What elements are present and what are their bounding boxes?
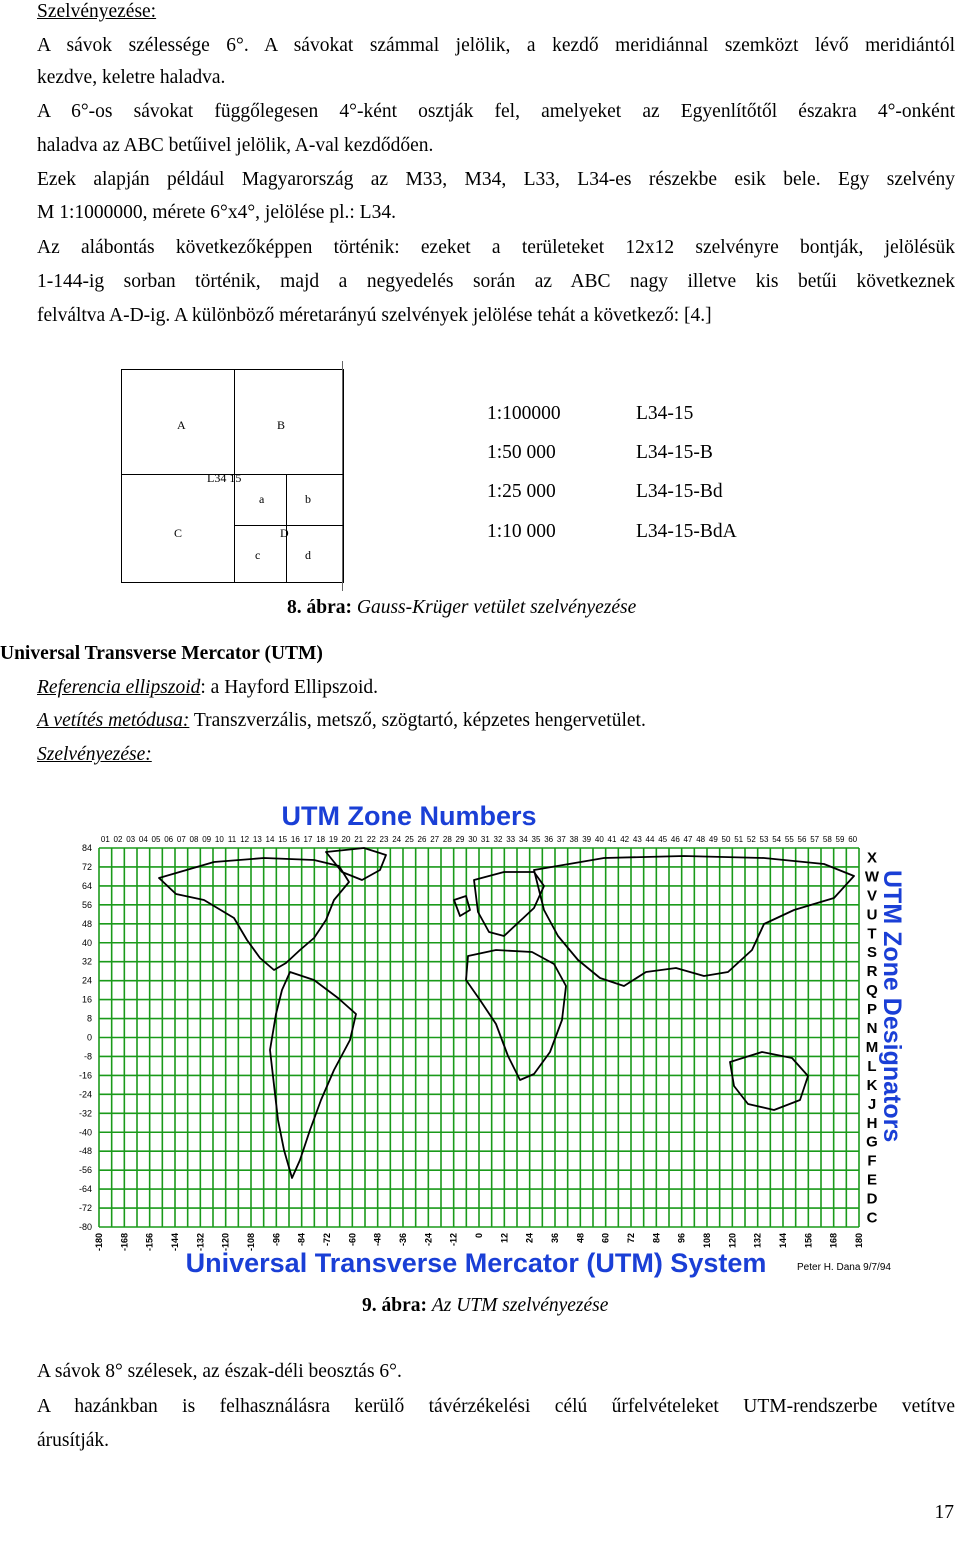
caption-text: Az UTM szelvényezése <box>431 1295 609 1316</box>
latitude-label: 32 <box>81 956 92 967</box>
zone-number: 25 <box>404 835 414 844</box>
zone-number: 44 <box>645 835 655 844</box>
longitude-label: -132 <box>195 1233 206 1252</box>
latitude-label: -48 <box>78 1146 92 1157</box>
latitude-label: -32 <box>78 1108 92 1119</box>
zone-number: 39 <box>582 835 592 844</box>
zone-number: 12 <box>240 835 250 844</box>
zone-number: 05 <box>151 835 161 844</box>
latitude-label: 24 <box>81 975 92 986</box>
zone-number: 22 <box>366 835 376 844</box>
quadrant-label: C <box>174 526 183 540</box>
paragraph-line: árusítják. <box>37 1430 110 1451</box>
caption-text: Gauss-Krüger vetület szelvényezése <box>356 597 637 618</box>
subquadrant-label: d <box>305 548 311 562</box>
page-number: 17 <box>934 1502 954 1523</box>
zone-designator: X <box>866 849 878 867</box>
latitude-label: -16 <box>78 1070 92 1081</box>
zone-number: 29 <box>455 835 465 844</box>
zone-number: 06 <box>164 835 174 844</box>
latitude-labels <box>79 843 92 1232</box>
latitude-label: -24 <box>78 1089 92 1100</box>
zone-number-row <box>101 835 858 844</box>
zone-number: 26 <box>417 835 427 844</box>
zone-number: 45 <box>658 835 668 844</box>
subquadrant-label: c <box>255 548 261 562</box>
longitude-label: -156 <box>144 1233 155 1252</box>
zone-number: 52 <box>746 835 756 844</box>
latitude-label: 84 <box>81 843 92 853</box>
zone-number: 59 <box>835 835 845 844</box>
longitude-label: 156 <box>803 1233 814 1249</box>
gauss-kruger-sheet-diagram <box>121 369 344 583</box>
zone-designator: R <box>866 963 878 981</box>
reference-line <box>37 676 378 700</box>
zone-number: 57 <box>810 835 820 844</box>
quadrant-label: D <box>280 526 289 540</box>
subquadrant-label: b <box>305 492 311 506</box>
zone-number: 34 <box>518 835 528 844</box>
zone-number: 37 <box>556 835 566 844</box>
latitude-label: -64 <box>78 1184 92 1195</box>
zone-number: 11 <box>227 835 237 844</box>
zone-designator: L <box>867 1057 877 1075</box>
zone-number: 28 <box>442 835 452 844</box>
sheet-label: L34 15 <box>207 471 242 485</box>
scale-value: 1:10 000 <box>487 521 556 542</box>
map-title: UTM Zone Numbers <box>281 801 537 831</box>
bottom-title: Universal Transverse Mercator (UTM) System <box>185 1248 767 1278</box>
zone-number: 31 <box>480 835 490 844</box>
longitude-label: 108 <box>702 1233 712 1249</box>
longitude-label: 12 <box>499 1233 510 1244</box>
longitude-label: -120 <box>220 1233 231 1252</box>
zone-number: 46 <box>670 835 680 844</box>
zone-number: 18 <box>316 835 326 844</box>
longitude-label: -12 <box>448 1233 459 1247</box>
zone-number: 53 <box>759 835 769 844</box>
zone-number: 03 <box>126 835 136 844</box>
method-line <box>37 709 646 733</box>
zone-number: 10 <box>214 835 224 844</box>
longitude-label: -48 <box>372 1233 383 1247</box>
sheet-code: L34-15-Bd <box>636 481 723 502</box>
utm-zone-map <box>64 800 906 1288</box>
latitude-label: 8 <box>86 1013 92 1024</box>
zone-number: 49 <box>708 835 718 844</box>
zone-number: 04 <box>138 835 148 844</box>
zone-number: 17 <box>303 835 313 844</box>
longitude-label: 168 <box>828 1233 839 1249</box>
paragraph-line: M 1:1000000, mérete 6°x4°, jelölése pl.: L34. <box>37 202 396 223</box>
reference-label: Referencia ellipszoid <box>37 677 201 698</box>
zone-number: 33 <box>506 835 516 844</box>
zone-number: 15 <box>278 835 288 844</box>
longitude-label: -108 <box>246 1233 256 1252</box>
zone-number: 47 <box>683 835 693 844</box>
latitude-label: -40 <box>78 1127 92 1138</box>
zone-number: 08 <box>189 835 199 844</box>
paragraph-line: A hazánkban is felhasználásra kerülő távérzékelési célú űrfelvételeket UTM-rendszerbe vetítve <box>37 1396 955 1417</box>
continent-outline <box>474 872 544 936</box>
zone-number: 24 <box>392 835 402 844</box>
zone-number: 40 <box>594 835 604 844</box>
latitude-label: 48 <box>81 918 92 929</box>
zone-designator: M <box>865 1038 879 1056</box>
utm-map-svg <box>64 800 906 1288</box>
zone-number: 30 <box>468 835 478 844</box>
paragraph-line: A 6°-os sávokat függőlegesen 4°-ként osztják fel, amelyeket az Egyenlítőtől északra 4°-onként <box>37 101 955 122</box>
zone-designator: E <box>866 1171 878 1189</box>
zone-designator: K <box>866 1076 878 1094</box>
scale-value: 1:25 000 <box>487 481 556 502</box>
zone-designator: Q <box>866 982 878 1000</box>
zone-number: 43 <box>632 835 642 844</box>
zone-designator: D <box>866 1190 878 1208</box>
sheet-code: L34-15-BdA <box>636 521 737 542</box>
zone-number: 09 <box>202 835 212 844</box>
zone-designator: F <box>867 1152 877 1170</box>
longitude-label: 84 <box>651 1233 662 1244</box>
quadrant-label: A <box>177 418 186 432</box>
latitude-label: 40 <box>81 937 92 948</box>
longitude-label: -144 <box>170 1233 180 1252</box>
sheet-code: L34-15 <box>636 403 694 424</box>
zone-number: 14 <box>265 835 275 844</box>
caption-number: 8. ábra: <box>287 597 352 618</box>
latitude-label: 16 <box>81 994 92 1005</box>
figure-separator <box>342 361 343 591</box>
longitude-label: 120 <box>727 1233 738 1249</box>
longitude-label: 24 <box>524 1233 535 1244</box>
zone-number: 01 <box>100 835 110 844</box>
zone-number: 42 <box>620 835 630 844</box>
longitude-label: 96 <box>676 1233 687 1244</box>
zone-number: 35 <box>531 835 541 844</box>
latitude-label: 56 <box>81 899 92 910</box>
longitude-label: 144 <box>778 1233 788 1249</box>
zone-number: 55 <box>784 835 794 844</box>
longitude-label: 72 <box>626 1233 636 1244</box>
latitude-label: -80 <box>78 1222 92 1232</box>
longitude-label: -60 <box>347 1233 358 1247</box>
zone-number: 60 <box>848 835 858 844</box>
longitude-label: -96 <box>271 1233 282 1247</box>
zone-number: 21 <box>354 835 364 844</box>
section-heading: Universal Transverse Mercator (UTM) <box>0 643 323 664</box>
latitude-label: 72 <box>81 861 92 872</box>
scale-value: 1:50 000 <box>487 442 556 463</box>
zone-number: 50 <box>721 835 731 844</box>
method-label: A vetítés metódusa: <box>37 710 190 731</box>
longitude-label: 36 <box>550 1233 560 1244</box>
longitude-label: 0 <box>474 1233 484 1239</box>
longitude-label: 180 <box>854 1233 864 1249</box>
zone-designator: S <box>866 944 878 962</box>
map-credit: Peter H. Dana 9/7/94 <box>797 1262 891 1273</box>
method-value: Transzverzális, metsző, szögtartó, képzetes hengervetület. <box>189 710 646 731</box>
szelvenyezese-label: Szelvényezése: <box>37 744 152 765</box>
zone-number: 16 <box>290 835 300 844</box>
zone-designators <box>865 849 880 1226</box>
zone-number: 19 <box>328 835 338 844</box>
longitude-label: 132 <box>752 1233 763 1249</box>
zone-designator: N <box>866 1020 878 1038</box>
longitude-label: -180 <box>94 1233 104 1252</box>
zone-number: 27 <box>430 835 440 844</box>
caption-number: 9. ábra: <box>362 1295 427 1316</box>
zone-number: 54 <box>772 835 782 844</box>
continent-outline <box>466 950 566 1080</box>
zone-number: 02 <box>113 835 123 844</box>
zone-designator: V <box>866 887 878 905</box>
zone-designator: W <box>864 868 880 886</box>
scale-value: 1:100000 <box>487 403 561 424</box>
latitude-label: -56 <box>78 1165 92 1176</box>
zone-designator: G <box>866 1133 878 1151</box>
longitude-label: 48 <box>575 1233 586 1244</box>
figure-caption <box>362 1294 608 1318</box>
zone-number: 13 <box>252 835 262 844</box>
zone-number: 20 <box>341 835 351 844</box>
longitude-label: -84 <box>296 1233 307 1247</box>
zone-number: 36 <box>544 835 554 844</box>
paragraph-line: A sávok szélessége 6°. A sávokat számmal jelölik, a kezdő meridiánnal szemközt lévő meridiántól <box>37 35 955 56</box>
continent-outline <box>454 896 470 916</box>
latitude-label: 64 <box>81 880 92 891</box>
paragraph-line: kezdve, keletre haladva. <box>37 67 226 88</box>
subquadrant-label: a <box>259 492 265 506</box>
longitude-label: 60 <box>600 1233 611 1244</box>
zone-number: 51 <box>734 835 744 844</box>
zone-number: 48 <box>696 835 706 844</box>
longitude-label: -36 <box>398 1233 408 1247</box>
paragraph-line: Az alábontás következőképpen történik: ezeket a területeket 12x12 szelvényre bontják, jelölésük <box>37 237 955 258</box>
longitude-label: -72 <box>322 1233 332 1247</box>
zone-number: 56 <box>797 835 807 844</box>
sheet-code: L34-15-B <box>636 442 713 463</box>
zone-designator: U <box>866 906 878 924</box>
zone-number: 38 <box>569 835 579 844</box>
reference-value: : a Hayford Ellipszoid. <box>200 677 378 698</box>
zone-number: 58 <box>822 835 832 844</box>
paragraph-line: haladva az ABC betűivel jelölik, A-val kezdődően. <box>37 135 434 156</box>
paragraph-line: 1-144-ig sorban történik, majd a negyedelés során az ABC nagy illetve kis betűi következnek <box>37 271 955 292</box>
zone-number: 07 <box>176 835 186 844</box>
paragraph-line: felváltva A-D-ig. A különböző méretarányú szelvények jelölése tehát a következő: [4.] <box>37 305 712 326</box>
side-title: UTM Zone Designators <box>878 870 906 1143</box>
latitude-label: -72 <box>78 1203 92 1214</box>
longitude-label: -168 <box>119 1233 130 1252</box>
heading-szelvenyezese: Szelvényezése: <box>37 1 157 22</box>
zone-designator: T <box>867 925 877 943</box>
zone-designator: H <box>866 1114 878 1132</box>
paragraph-line: Ezek alapján például Magyarország az M33, M34, L33, L34-es részekbe esik bele. Egy szelvény <box>37 169 955 190</box>
quadrant-label: B <box>277 418 286 432</box>
paragraph-line: A sávok 8° szélesek, az észak-déli beosztás 6°. <box>37 1361 402 1382</box>
zone-designator: P <box>866 1001 878 1019</box>
zone-designator: C <box>866 1209 878 1227</box>
zone-number: 41 <box>607 835 617 844</box>
zone-designator: J <box>867 1095 877 1113</box>
latitude-label: -8 <box>83 1051 92 1062</box>
latitude-label: 0 <box>86 1032 92 1043</box>
longitude-label: -24 <box>423 1233 434 1247</box>
figure-caption <box>287 596 636 620</box>
zone-number: 23 <box>379 835 389 844</box>
zone-number: 32 <box>493 835 503 844</box>
